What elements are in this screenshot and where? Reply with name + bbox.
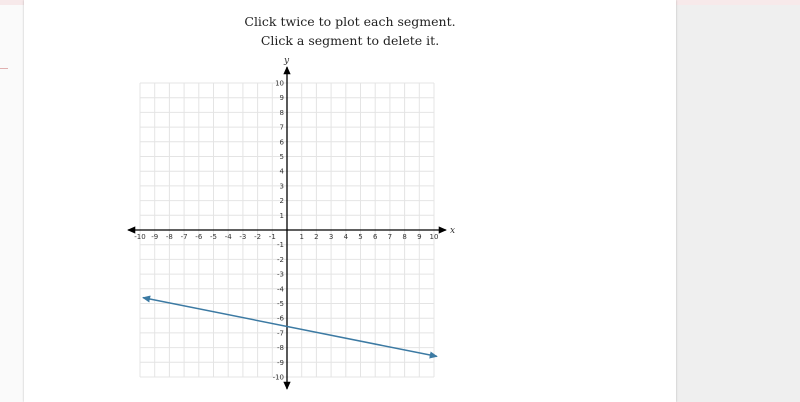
y-tick-label: 8 [279, 108, 284, 117]
y-tick-label: 5 [279, 153, 284, 161]
x-tick-label: 6 [372, 233, 378, 241]
x-tick-label: 4 [343, 233, 349, 241]
y-tick-label: 4 [279, 167, 284, 176]
x-tick-label: 1 [299, 233, 304, 241]
y-tick-label: -3 [277, 270, 284, 279]
y-tick-label: -6 [277, 314, 284, 323]
x-tick-label: 2 [314, 233, 319, 241]
x-tick-label: 3 [328, 233, 334, 241]
question-panel [24, 0, 676, 402]
x-tick-label: -7 [180, 233, 188, 241]
left-margin [0, 5, 24, 402]
x-tick-label: -9 [151, 233, 159, 241]
margin-mark [0, 68, 8, 69]
y-tick-label: 6 [279, 138, 284, 147]
x-tick-label: -8 [165, 233, 173, 241]
x-tick-label: -6 [195, 233, 203, 241]
x-tick-label: 7 [387, 233, 393, 241]
x-axis-label: x [450, 226, 456, 236]
axes [128, 67, 446, 389]
y-tick-label: -1 [277, 241, 284, 250]
y-tick-label: -9 [277, 358, 284, 367]
x-tick-label: 8 [402, 233, 407, 241]
y-tick-label: -8 [277, 344, 284, 353]
y-tick-label: -4 [277, 285, 284, 294]
x-tick-label: -2 [254, 233, 262, 241]
instruction-delete: Click a segment to delete it. [260, 33, 440, 48]
x-tick-label: 10 [429, 233, 439, 241]
instruction-plot: Click twice to plot each segment. [244, 14, 456, 29]
y-tick-label: 10 [275, 79, 284, 88]
y-tick-label: -2 [277, 255, 284, 264]
y-tick-label: -5 [277, 300, 284, 308]
x-tick-label: 9 [417, 233, 422, 241]
x-tick-label: 5 [358, 233, 363, 241]
y-tick-label: 1 [279, 211, 284, 220]
x-tick-label: -5 [210, 233, 217, 241]
y-axis-label: y [284, 56, 290, 66]
y-tick-label: 9 [279, 94, 284, 103]
x-tick-label: -10 [134, 233, 146, 241]
y-tick-label: 2 [279, 197, 284, 206]
y-tick-label: -7 [277, 329, 284, 338]
graphing-canvas[interactable] [24, 0, 676, 402]
y-tick-label: -10 [272, 373, 284, 382]
y-tick-label: 3 [279, 182, 284, 191]
x-tick-label: -3 [239, 233, 247, 241]
x-tick-label: -1 [268, 233, 276, 241]
y-tick-label: 7 [279, 123, 284, 132]
x-tick-label: -4 [224, 233, 232, 241]
